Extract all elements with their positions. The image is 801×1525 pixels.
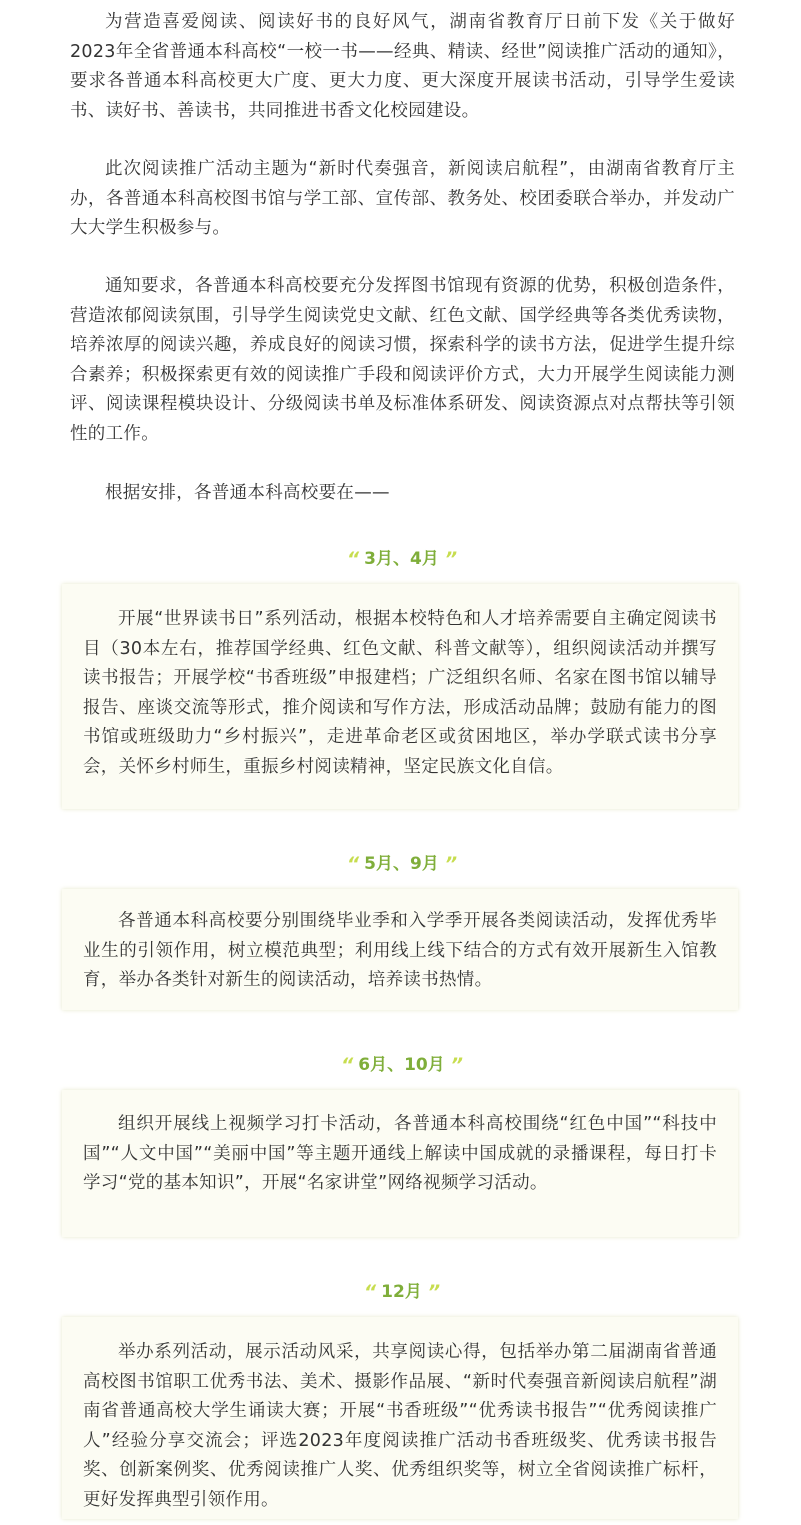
intro-paragraph-1: 为营造喜爱阅读、阅读好书的良好风气，湖南省教育厅日前下发《关于做好2023年全省普通本科高校“一校一书——经典、精读、经世”阅读推广活动的通知》，要求各普通本科高校更大广度、更大力度、更大深度开展读书活动，引导学生爱读书、读好书、善读书，共同推进书香文化校园建设。 (70, 12, 735, 121)
open-quote-icon: “ (346, 853, 357, 875)
section-box-4 (62, 1317, 738, 1519)
section-heading-3 (0, 1053, 801, 1077)
intro-paragraph-2: 此次阅读推广活动主题为“新时代奏强音，新阅读启航程”，由湖南省教育厅主办，各普通本科高校图书馆与学工部、宣传部、教务处、校团委联合举办，并发动广大大学生积极参与。 (70, 159, 735, 238)
section-title: 6月、10月 (358, 1055, 445, 1075)
close-quote-icon: ” (444, 548, 455, 570)
section-body: 开展“世界读书日”系列活动，根据本校特色和人才培养需要自主确定阅读书目（30本左右，推荐国学经典、红色文献、科普文献等），组织阅读活动并撰写读书报告；开展学校“书香班级”申报建档；广泛组织名师、名家在图书馆以辅导报告、座谈交流等形式，推介阅读和写作方法，形成活动品牌；鼓励有能力的图书馆或班级助力“乡村振兴”，走进革命老区或贫困地区，举办学联式读书分享会，关怀乡村师生，重振乡村阅读精神，坚定民族文化自信。 (83, 609, 717, 777)
section-heading-4 (0, 1280, 801, 1304)
section-box-3 (62, 1090, 738, 1237)
section-heading-1 (0, 547, 801, 571)
section-title: 12月 (381, 1282, 422, 1302)
close-quote-icon: ” (427, 1281, 438, 1303)
section-heading-2 (0, 852, 801, 876)
section-body: 各普通本科高校要分别围绕毕业季和入学季开展各类阅读活动，发挥优秀毕业生的引领作用，树立模范典型；利用线上线下结合的方式有效开展新生入馆教育，举办各类针对新生的阅读活动，培养读书热情。 (83, 911, 717, 990)
close-quote-icon: ” (444, 853, 455, 875)
section-box-1 (62, 584, 738, 809)
open-quote-icon: “ (341, 1054, 351, 1076)
intro-paragraph-3: 通知要求，各普通本科高校要充分发挥图书馆现有资源的优势，积极创造条件，营造浓郁阅读氛围，引导学生阅读党史文献、红色文献、国学经典等各类优秀读物，培养浓厚的阅读兴趣，养成良好的阅读习惯，探索科学的读书方法，促进学生提升综合素养；积极探索更有效的阅读推广手段和阅读评价方式，大力开展学生阅读能力测评、阅读课程模块设计、分级阅读书单及标准体系研发、阅读资源点对点帮扶等引领性的工作。 (70, 276, 735, 444)
open-quote-icon: “ (363, 1281, 374, 1303)
section-body: 举办系列活动，展示活动风采，共享阅读心得，包括举办第二届湖南省普通高校图书馆职工优秀书法、美术、摄影作品展、“新时代奏强音新阅读启航程”湖南省普通高校大学生诵读大赛；开展“书香班级”“优秀读书报告”“优秀阅读推广人”经验分享交流会；评选2023年度阅读推广活动书香班级奖、优秀读书报告奖、创新案例奖、优秀阅读推广人奖、优秀组织奖等，树立全省阅读推广标杆，更好发挥典型引领作用。 (83, 1342, 717, 1510)
section-body: 组织开展线上视频学习打卡活动，各普通本科高校围绕“红色中国”“科技中国”“人文中国”“美丽中国”等主题开通线上解读中国成就的录播课程，每日打卡学习“党的基本知识”，开展“名家讲堂”网络视频学习活动。 (83, 1114, 717, 1193)
close-quote-icon: ” (450, 1054, 460, 1076)
section-title: 5月、9月 (364, 854, 439, 874)
section-title: 3月、4月 (364, 549, 439, 569)
intro-paragraph-4: 根据安排，各普通本科高校要在—— (105, 483, 390, 503)
open-quote-icon: “ (346, 548, 357, 570)
section-box-2 (62, 889, 738, 1010)
